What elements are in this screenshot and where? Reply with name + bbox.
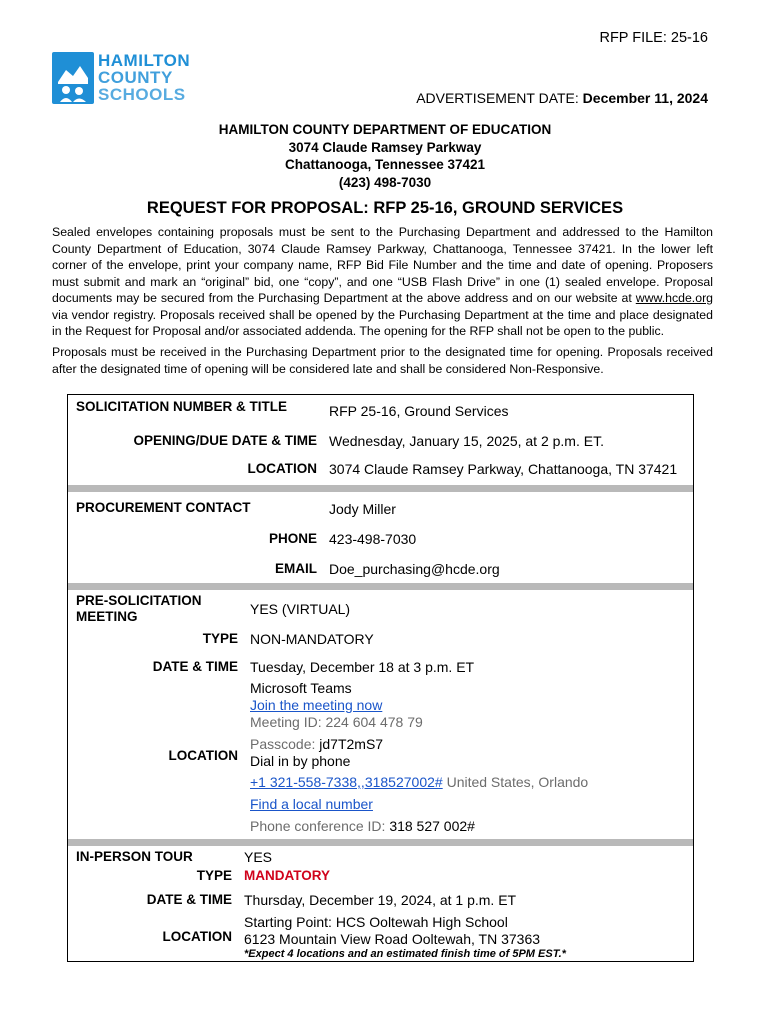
logo-line-2: COUNTY <box>98 68 173 87</box>
advertisement-date-line <box>0 90 708 106</box>
pre-solicitation-value: YES (VIRTUAL) <box>250 601 351 617</box>
passcode-line <box>250 736 383 752</box>
teams-label: Microsoft Teams <box>250 680 352 696</box>
pre-solicitation-type-value: NON-MANDATORY <box>250 631 374 647</box>
find-local-number-link[interactable]: Find a local number <box>250 796 373 812</box>
meeting-id-value: 224 604 478 79 <box>325 714 423 730</box>
meeting-id-line <box>250 714 423 730</box>
tour-type-value: MANDATORY <box>244 868 330 883</box>
solicitation-title-value: RFP 25-16, Ground Services <box>329 403 509 419</box>
department-city: Chattanooga, Tennessee 37421 <box>284 157 486 172</box>
passcode-label: Passcode: <box>250 736 316 752</box>
pre-solicitation-datetime-value: Tuesday, December 18 at 3 p.m. ET <box>250 659 475 675</box>
logo-line-3: SCHOOLS <box>98 85 186 104</box>
procurement-phone-value: 423-498-7030 <box>329 531 417 547</box>
due-date-label: OPENING/DUE DATE & TIME <box>133 433 317 448</box>
instructions-text-b: via vendor registry. Proposals received shall be opened by the Purchasing Department at the time and place designated in the Request for Proposal and/or associated addenda. The opening for the RFP shall not be open to the public. <box>52 307 713 338</box>
conference-id-line <box>250 818 475 834</box>
conference-id-value: 318 527 002# <box>389 818 475 834</box>
advertisement-date-label: ADVERTISEMENT DATE: <box>416 90 579 106</box>
solicitation-location-label: LOCATION <box>247 461 317 476</box>
department-street: 3074 Claude Ramsey Parkway <box>288 139 482 155</box>
tour-datetime-label: DATE & TIME <box>146 892 232 907</box>
meeting-id-label: Meeting ID: <box>250 714 322 730</box>
tour-location-line2: 6123 Mountain View Road Ooltewah, TN 37363 <box>244 931 541 947</box>
dial-in-phone-line <box>250 774 588 790</box>
procurement-phone-label: PHONE <box>268 531 317 546</box>
solicitation-title-label: SOLICITATION NUMBER & TITLE <box>76 399 287 414</box>
dial-in-phone-link[interactable]: +1 321-558-7338,,318527002# <box>250 774 443 790</box>
solicitation-location-value: 3074 Claude Ramsey Parkway, Chattanooga, TN 37421 <box>329 461 678 477</box>
tour-value: YES <box>244 849 273 865</box>
pre-solicitation-label-line2: MEETING <box>76 609 138 624</box>
pre-solicitation-location-label: LOCATION <box>168 748 238 763</box>
pre-solicitation-label-line1: PRE-SOLICITATION <box>76 593 202 608</box>
procurement-email-label: EMAIL <box>275 561 317 576</box>
tour-label: IN-PERSON TOUR <box>76 849 193 864</box>
rfp-file-number: RFP FILE: 25-16 <box>599 30 708 46</box>
instructions-paragraph <box>52 224 713 340</box>
join-meeting-link[interactable]: Join the meeting now <box>250 697 383 713</box>
pre-solicitation-label <box>76 593 202 625</box>
section-divider <box>68 839 693 846</box>
procurement-contact-name: Jody Miller <box>329 501 396 517</box>
website-link[interactable]: www.hcde.org <box>635 291 713 305</box>
department-phone: (423) 498-7030 <box>338 174 432 190</box>
section-divider <box>68 583 693 590</box>
procurement-email-value: Doe_purchasing@hcde.org <box>329 561 500 577</box>
conference-id-label: Phone conference ID: <box>250 818 386 834</box>
due-date-value: Wednesday, January 15, 2025, at 2 p.m. ET. <box>329 433 604 449</box>
pre-solicitation-datetime-label: DATE & TIME <box>152 659 238 674</box>
instructions-text-a: Sealed envelopes containing proposals must be sent to the Purchasing Department and addressed to the Hamilton County Department of Education, 3074 Claude Ramsey Parkway, Chattanooga, Tennessee 37421. In the lower left corner of the envelope, print your company name, RFP Bid File Number and the time and date of opening. Proposers must submit and mark an “original” bid, one “copy”, and one “USB Flash Drive” in one (1) sealed envelope. Proposal documents may be secured from the Purchasing Department at the above address and on our website at <box>52 225 713 305</box>
tour-type-label: TYPE <box>196 868 232 883</box>
rfp-title: REQUEST FOR PROPOSAL: RFP 25-16, GROUND SERVICES <box>146 199 624 217</box>
passcode-value: jd7T2mS7 <box>319 736 384 752</box>
deadline-paragraph: Proposals must be received in the Purchasing Department prior to the designated time for opening. Proposals received after the designated time of opening will be considered late and shall be considered Non-Responsive. <box>52 345 713 376</box>
tour-note: *Expect 4 locations and an estimated finish time of 5PM EST.* <box>244 948 566 960</box>
dial-in-label: Dial in by phone <box>250 753 351 769</box>
solicitation-details-table <box>67 394 694 962</box>
tour-datetime-value: Thursday, December 19, 2024, at 1 p.m. ET <box>244 892 517 908</box>
logo-line-1: HAMILTON <box>98 51 191 70</box>
section-divider <box>68 485 693 492</box>
tour-location-line1: Starting Point: HCS Ooltewah High School <box>244 914 508 930</box>
procurement-contact-label: PROCUREMENT CONTACT <box>76 500 251 515</box>
pre-solicitation-type-label: TYPE <box>202 631 238 646</box>
department-name: HAMILTON COUNTY DEPARTMENT OF EDUCATION <box>218 122 552 137</box>
advertisement-date-value: December 11, 2024 <box>582 90 708 106</box>
dial-in-region: United States, Orlando <box>446 774 589 790</box>
department-address-block <box>0 121 770 191</box>
tour-location-label: LOCATION <box>162 929 232 944</box>
